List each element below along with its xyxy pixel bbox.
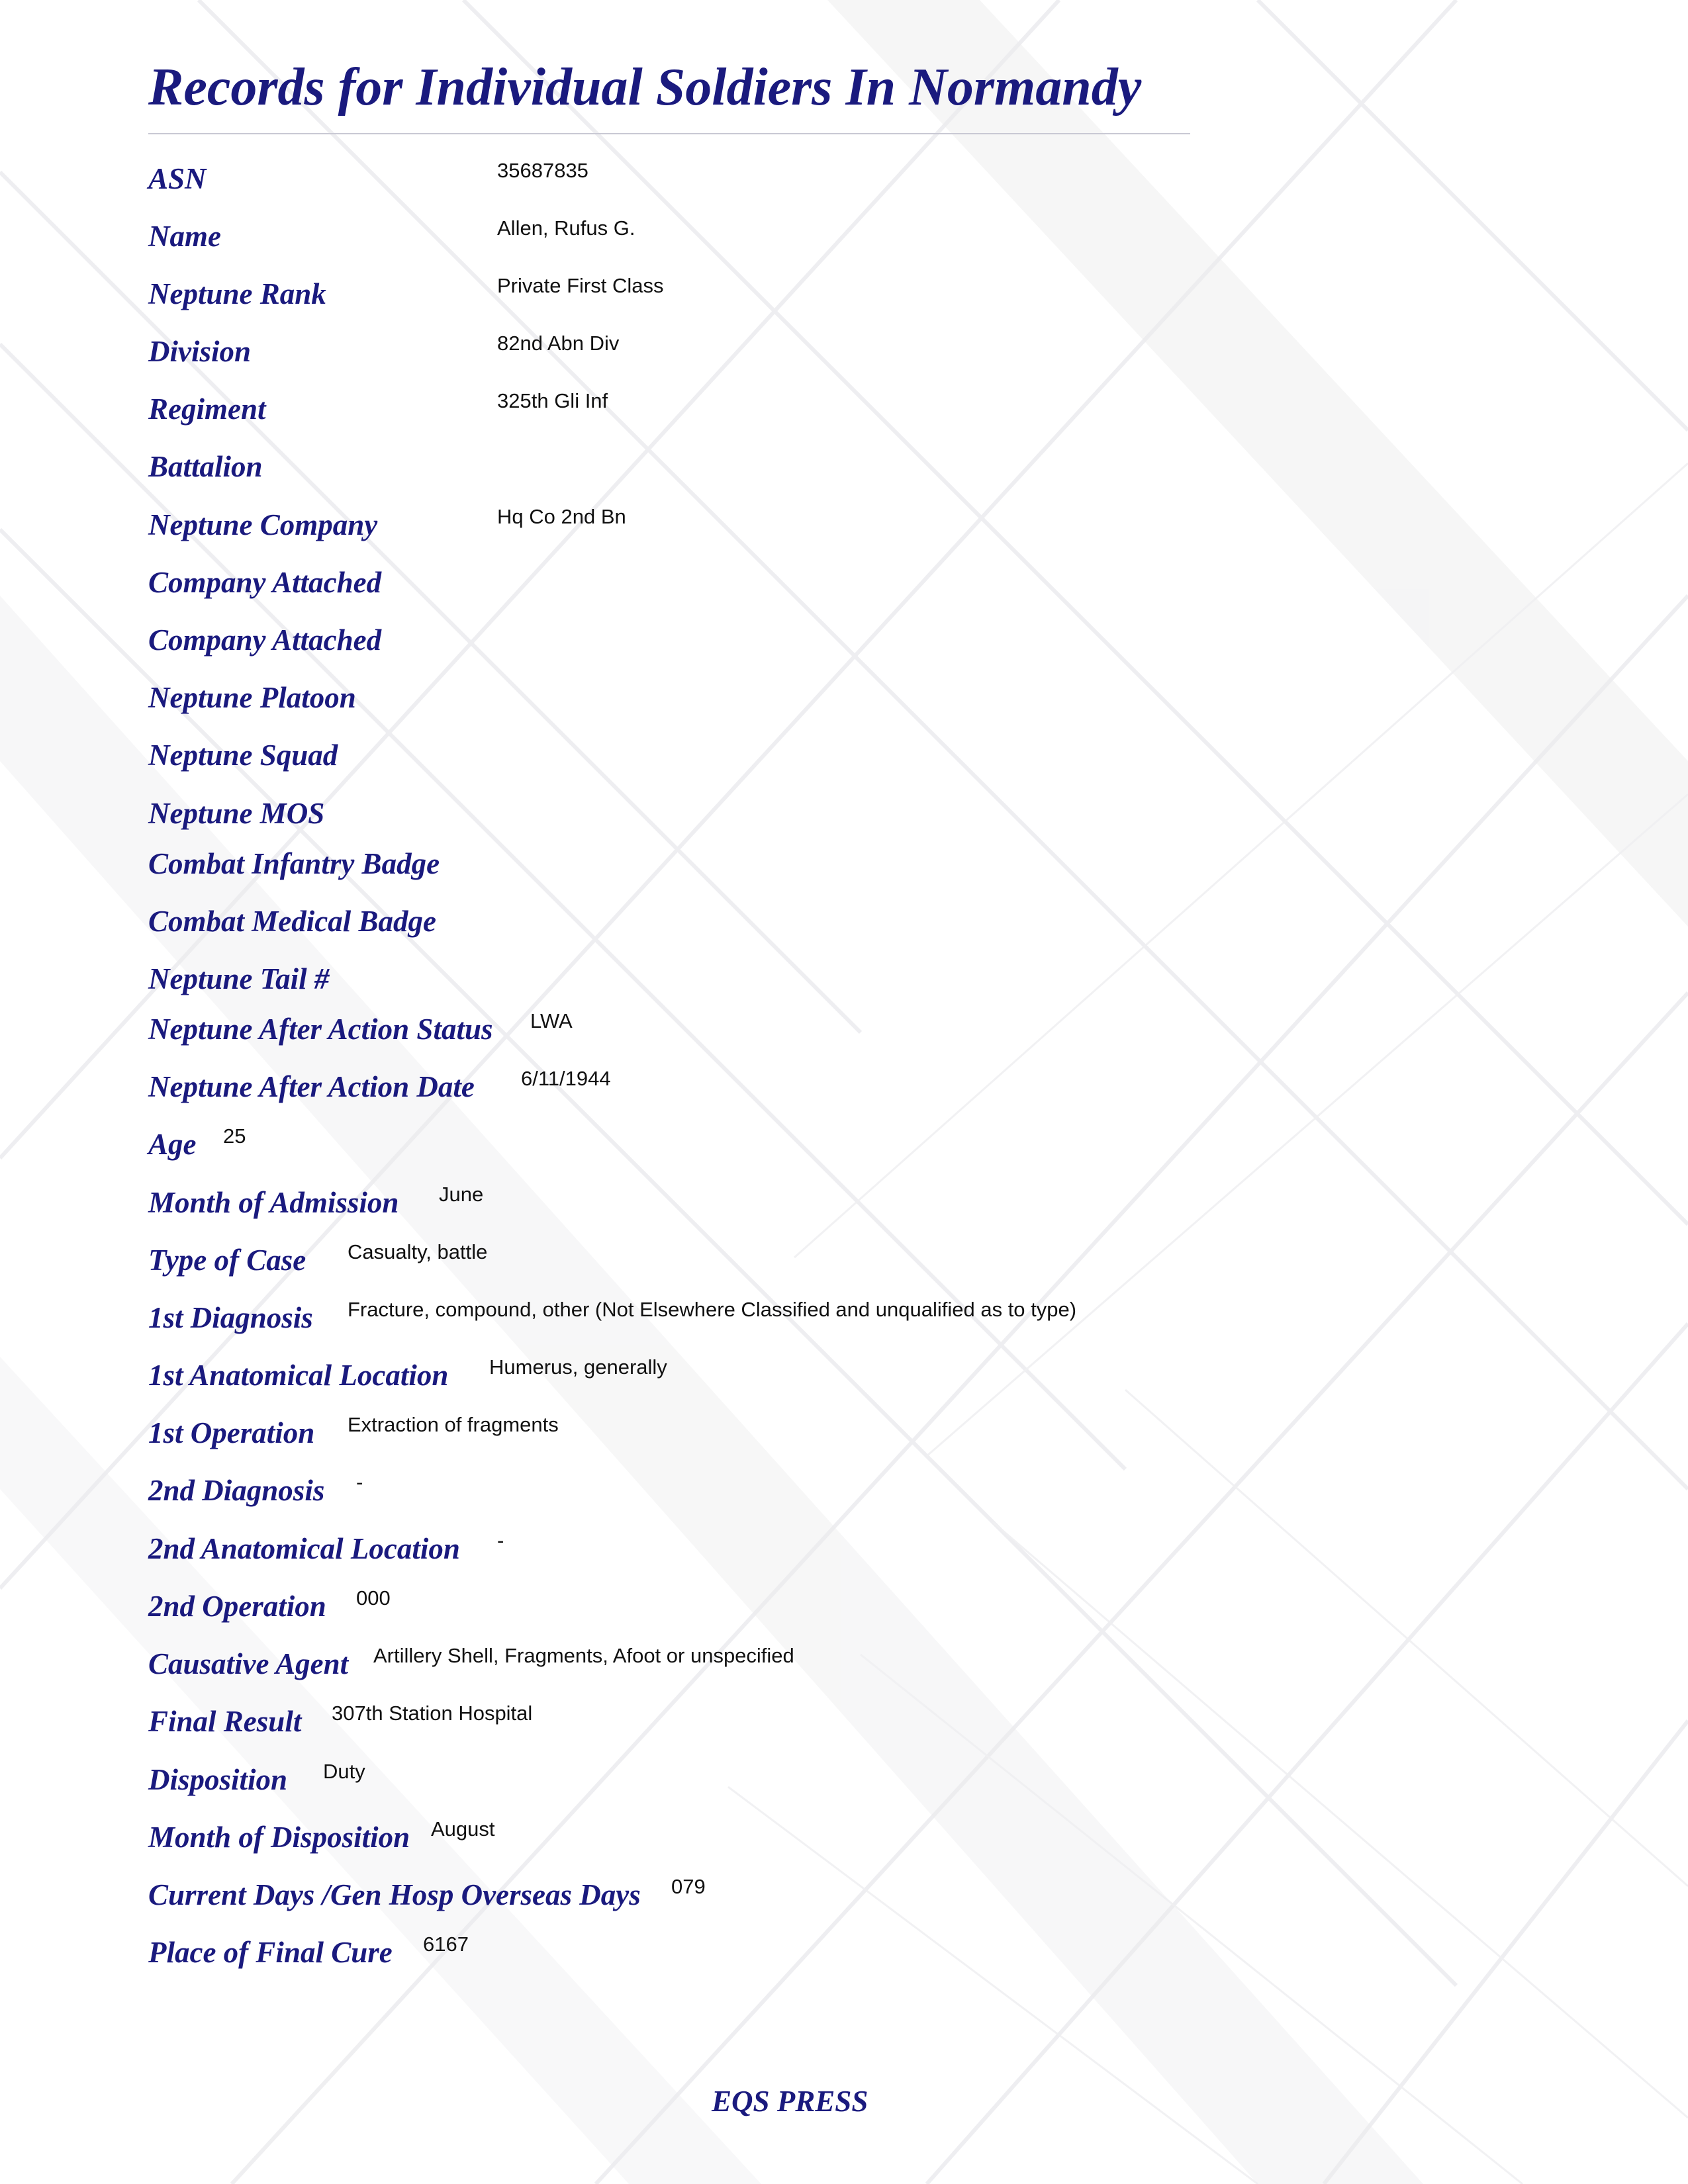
field-label: Disposition (148, 1763, 288, 1796)
field-value: 307th Station Hospital (332, 1702, 533, 1725)
field-value: Humerus, generally (489, 1355, 667, 1379)
field-label: Causative Agent (148, 1647, 349, 1680)
field-label: 1st Operation (148, 1416, 315, 1449)
field-label: Company Attached (148, 566, 382, 599)
field-label: Neptune Rank (148, 277, 326, 310)
field-label: Neptune Company (148, 508, 378, 541)
field-label: Company Attached (148, 623, 382, 657)
field-label: Combat Infantry Badge (148, 847, 440, 880)
field-value: Casualty, battle (348, 1240, 488, 1263)
field-value: Artillery Shell, Fragments, Afoot or unspecified (373, 1644, 794, 1667)
field-label: Division (148, 335, 252, 368)
field-label: Neptune Squad (148, 739, 338, 772)
field-label: Neptune Platoon (148, 681, 356, 714)
field-label: Neptune After Action Date (148, 1070, 475, 1103)
field-label: 1st Anatomical Location (148, 1359, 449, 1392)
field-label: Place of Final Cure (148, 1936, 393, 1969)
field-label: Neptune Tail # (148, 962, 330, 995)
field-value: 35687835 (497, 159, 588, 182)
field-value: Allen, Rufus G. (497, 216, 635, 240)
field-value: 25 (223, 1124, 246, 1148)
field-value: Fracture, compound, other (Not Elsewhere Classified and unqualified as to type) (348, 1298, 1077, 1321)
field-label: Neptune MOS (148, 797, 325, 830)
field-value: - (497, 1529, 504, 1552)
field-value: 079 (671, 1875, 706, 1898)
field-label: 2nd Operation (148, 1590, 326, 1623)
field-label: Current Days /Gen Hosp Overseas Days (148, 1878, 641, 1911)
field-value: Private First Class (497, 274, 664, 297)
field-label: Name (148, 220, 221, 253)
field-value: August (431, 1817, 495, 1841)
field-value: LWA (530, 1009, 573, 1032)
title-divider (148, 133, 1190, 134)
field-value: Hq Co 2nd Bn (497, 505, 626, 528)
field-label: Month of Disposition (148, 1821, 410, 1854)
field-label: Type of Case (148, 1244, 306, 1277)
field-value: June (439, 1183, 484, 1206)
field-label: Age (148, 1128, 197, 1161)
field-label: 2nd Diagnosis (148, 1474, 325, 1507)
field-label: Regiment (148, 392, 266, 426)
field-value: 82nd Abn Div (497, 332, 620, 355)
field-value: 000 (356, 1586, 391, 1610)
field-label: Combat Medical Badge (148, 905, 436, 938)
field-value: 6167 (423, 1933, 469, 1956)
field-value: 325th Gli Inf (497, 389, 608, 412)
field-value: 6/11/1944 (521, 1067, 611, 1090)
field-label: 2nd Anatomical Location (148, 1532, 460, 1565)
field-label: Neptune After Action Status (148, 1013, 493, 1046)
field-label: 1st Diagnosis (148, 1301, 313, 1334)
field-label: Final Result (148, 1705, 302, 1738)
field-label: Month of Admission (148, 1186, 399, 1219)
field-value: Extraction of fragments (348, 1413, 559, 1436)
field-value: - (356, 1471, 363, 1494)
field-label: ASN (148, 162, 207, 195)
publisher-footer: EQS PRESS (712, 2085, 868, 2118)
page-title: Records for Individual Soldiers In Normandy (148, 58, 1142, 116)
field-label: Battalion (148, 450, 263, 483)
field-value: Duty (323, 1760, 365, 1783)
